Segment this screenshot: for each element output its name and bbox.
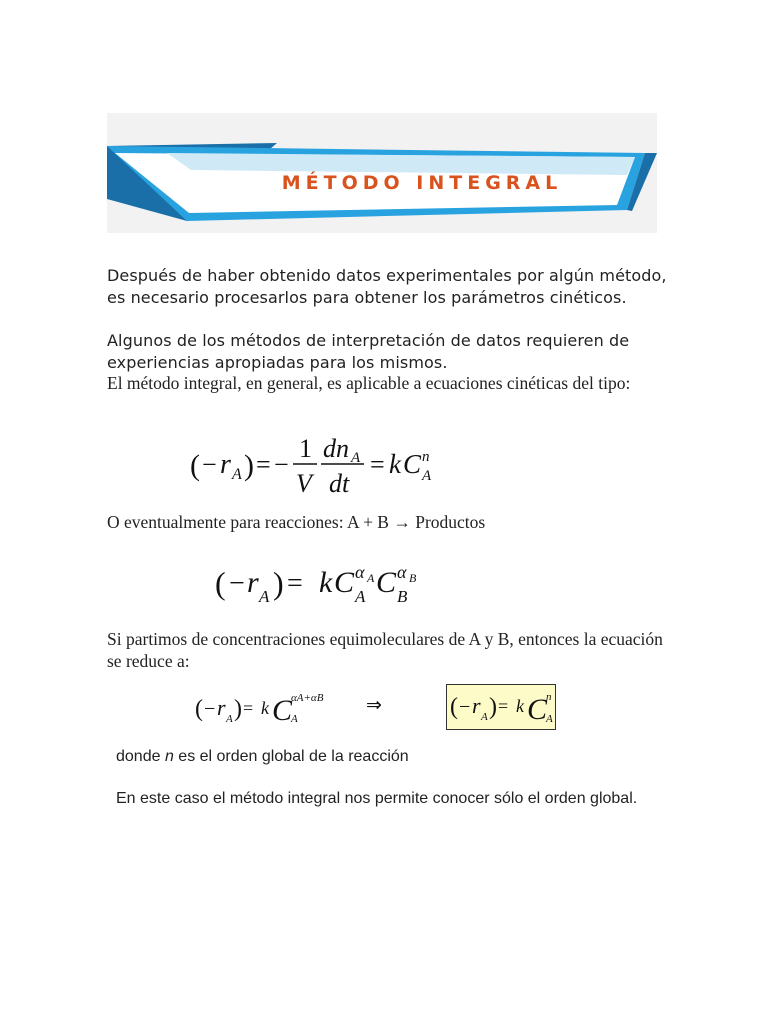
- eq2-close-paren: ): [273, 565, 284, 601]
- methods-paragraph: Algunos de los métodos de interpretación de datos requieren de experiencias apropiadas para los mismos.: [107, 331, 630, 372]
- eq3-open-paren: (: [195, 696, 203, 722]
- integral-method-paragraph: El método integral, en general, es aplicable a ecuaciones cinéticas del tipo:: [107, 373, 631, 393]
- banner-title: MÉTODO INTEGRAL: [281, 172, 563, 194]
- eq4-r: r: [472, 693, 481, 718]
- eq1-r-sub: A: [232, 466, 242, 483]
- eq2-C2-exp: α: [397, 562, 407, 582]
- eq1-open-paren: (: [190, 449, 200, 482]
- eq4-r-sub: A: [481, 711, 488, 723]
- eq4-C: C: [527, 693, 548, 726]
- eq1-frac2-den: dt: [329, 469, 350, 498]
- eq2-C2-exp-sub: B: [409, 571, 417, 585]
- intro-paragraph: Después de haber obtenido datos experimentales por algún método, es necesario procesarlos para obtener los parámetros cinéticos.: [107, 266, 667, 307]
- note1-post: es el orden global de la reacción: [173, 748, 409, 765]
- eq1-C: C: [403, 449, 422, 479]
- eq1-minus: −: [202, 450, 217, 479]
- eq2-minus: −: [229, 568, 245, 599]
- eq2-k: k: [319, 566, 333, 599]
- eq1-close-paren: ): [244, 449, 254, 482]
- note1-var: n: [164, 748, 174, 765]
- eq1-frac1-den: V: [296, 469, 312, 498]
- conclusion-note: En este caso el método integral nos permite conocer sólo el orden global.: [116, 790, 638, 807]
- rate-equation-two-reactants: [215, 556, 435, 616]
- eq1-r: r: [220, 449, 231, 480]
- reaction-paragraph: O eventualmente para reacciones: A + B → Productos: [107, 512, 486, 532]
- eq4-open-paren: (: [450, 694, 458, 720]
- eq1-equals: =: [256, 450, 271, 479]
- eq3-r: r: [217, 695, 226, 720]
- eq1-frac2-num-sub: A: [351, 450, 361, 466]
- eq1-equals2: =: [370, 450, 385, 479]
- eq3-sub: A: [291, 713, 298, 725]
- eq4-sub: A: [546, 713, 553, 725]
- eq2-C2-sub: B: [397, 587, 408, 606]
- eq2-C1-exp-sub: A: [367, 571, 375, 585]
- eq4-minus: −: [459, 696, 471, 718]
- highlighted-rate-equation: [446, 684, 556, 730]
- eq3-r-sub: A: [226, 713, 233, 725]
- eq2-open-paren: (: [215, 565, 226, 601]
- eq1-frac2-num: dn: [323, 434, 349, 463]
- global-order-note: [116, 748, 409, 766]
- eq2-C1-sub: A: [355, 587, 366, 606]
- eq4-exp: n: [546, 691, 552, 703]
- eq3-k: k: [261, 698, 269, 718]
- title-banner: [107, 113, 657, 233]
- eq2-equals: =: [287, 568, 303, 599]
- eq4-k: k: [516, 696, 524, 716]
- eq1-frac1-num: 1: [299, 434, 312, 463]
- implies-arrow-icon: ⇒: [366, 694, 382, 716]
- equimolecular-paragraph: Si partimos de concentraciones equimoleculares de A y B, entonces la ecuación se reduce a:: [107, 629, 663, 671]
- eq3-close-paren: ): [234, 696, 242, 722]
- rate-equation-reduced: [195, 688, 345, 734]
- eq2-C2: C: [376, 566, 397, 599]
- eq3-exp: αA+αB: [291, 692, 324, 704]
- eq3-C: C: [272, 694, 293, 727]
- eq1-sub: A: [422, 468, 432, 484]
- eq2-C1-exp: α: [355, 562, 365, 582]
- eq2-r: r: [247, 566, 259, 599]
- eq1-neg: −: [274, 450, 289, 479]
- eq1-exp: n: [422, 449, 430, 465]
- eq1-k: k: [389, 449, 401, 479]
- eq3-minus: −: [204, 698, 216, 720]
- eq3-equals: =: [243, 698, 254, 718]
- eq2-C1: C: [334, 566, 355, 599]
- eq4-equals: =: [498, 696, 509, 716]
- eq2-r-sub: A: [259, 587, 270, 606]
- note1-pre: donde: [116, 748, 165, 765]
- rate-equation-general: [190, 430, 450, 500]
- eq4-close-paren: ): [489, 694, 497, 720]
